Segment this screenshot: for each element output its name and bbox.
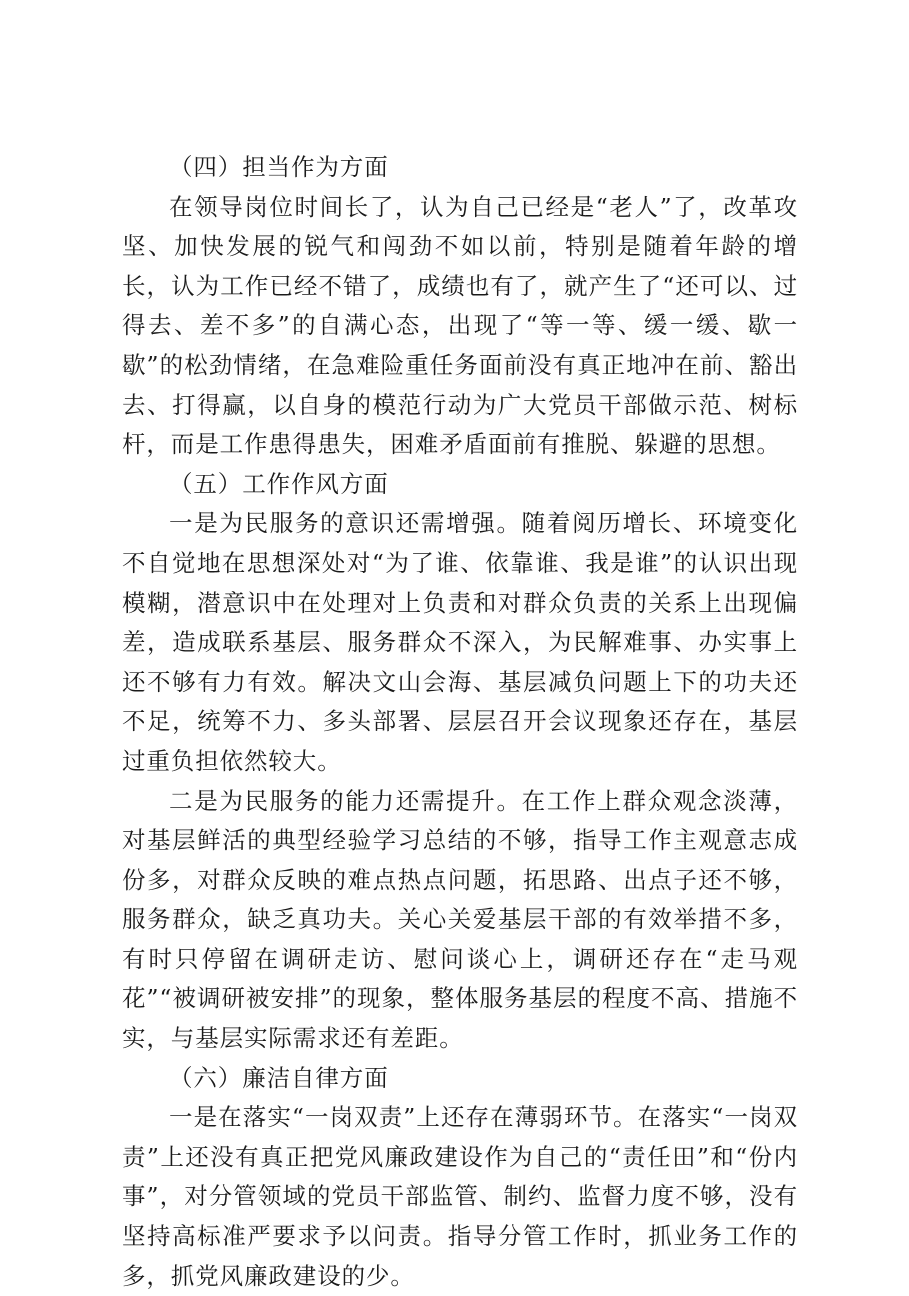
paragraph-responsibility: 在领导岗位时间长了，认为自己已经是“老人”了，改革攻坚、加快发展的锐气和闯劲不如以前，特别是随着年龄的增长，认为工作已经不错了，成绩也有了，就产生了“还可以、过得去、差不多”的自满心态，出现了“等一等、缓一缓、歇一歇”的松劲情绪，在急难险重任务面前没有真正地冲在前、豁出去、打得赢，以自身的模范行动为广大党员干部做示范、树标杆，而是工作患得患失，困难矛盾面前有推脱、躲避的思想。 — [122, 192, 798, 459]
document-body — [122, 148, 798, 1296]
paragraph-integrity: 一是在落实“一岗双责”上还存在薄弱环节。在落实“一岗双责”上还没有真正把党风廉政建设作为自己的“责任田”和“份内事”，对分管领域的党员干部监管、制约、监督力度不够，没有坚持高标准严要求予以问责。指导分管工作时，抓业务工作的多，抓党风廉政建设的少。 — [122, 1103, 798, 1290]
section-heading-four: （四）担当作为方面 — [169, 153, 389, 181]
section-heading-five: （五）工作作风方面 — [169, 469, 389, 498]
section-heading-six: （六）廉洁自律方面 — [169, 1063, 389, 1092]
paragraph-service-ability: 二是为民服务的能力还需提升。在工作上群众观念淡薄，对基层鲜活的典型经验学习总结的不够，指导工作主观意志成份多，对群众反映的难点热点问题，拓思路、出点子还不够，服务群众，缺乏真功夫。关心关爱基层干部的有效举措不多，有时只停留在调研走访、慰问谈心上，调研还存在“走马观花”“被调研被安排”的现象，整体服务基层的程度不高、措施不实，与基层实际需求还有差距。 — [122, 786, 798, 1053]
paragraph-service-awareness: 一是为民服务的意识还需增强。随着阅历增长、环境变化不自觉地在思想深处对“为了谁、依靠谁、我是谁”的认识出现模糊，潜意识中在处理对上负责和对群众负责的关系上出现偏差，造成联系基层、服务群众不深入，为民解难事、办实事上还不够有力有效。解决文山会海、基层减负问题上下的功夫还不足，统筹不力、多头部署、层层召开会议现象还存在，基层过重负担依然较大。 — [122, 509, 798, 775]
